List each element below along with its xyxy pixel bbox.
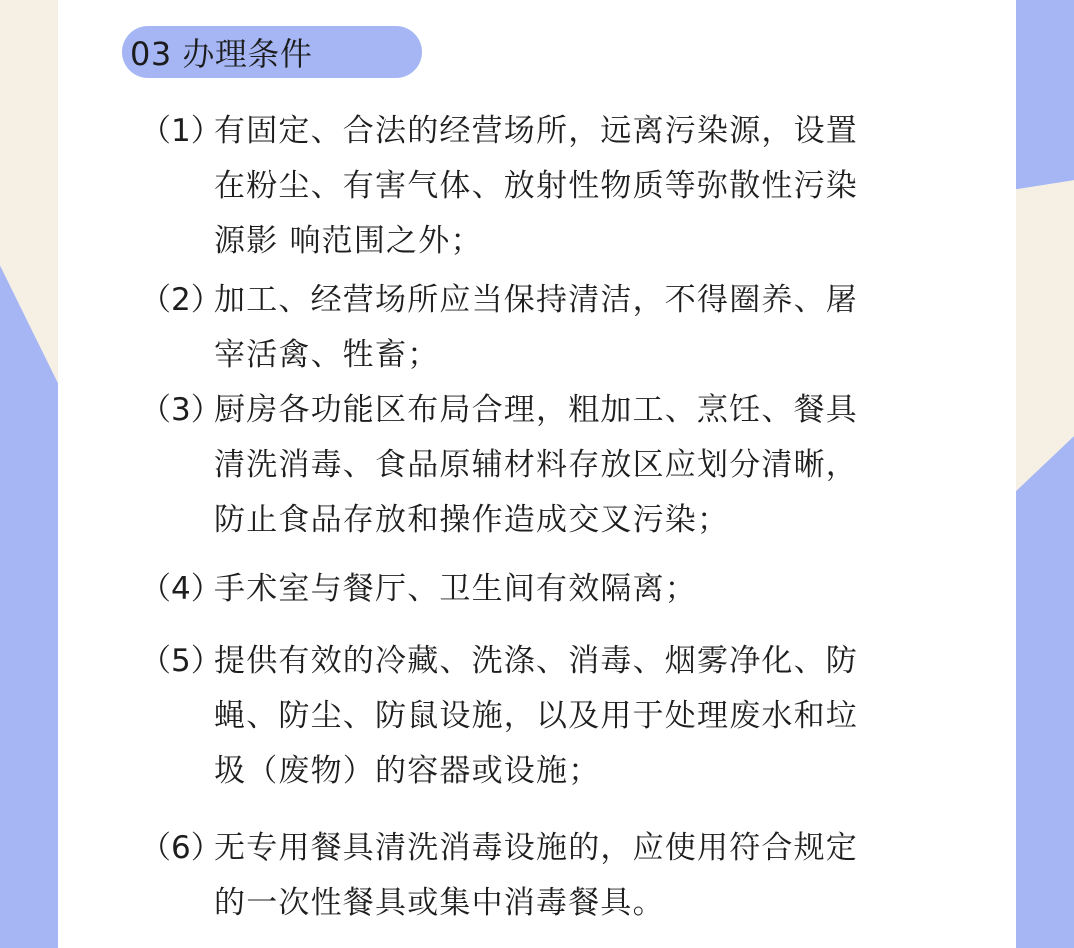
item-text: 提供有效的冷藏、洗涤、消毒、烟雾净化、防 蝇、防尘、防鼠设施，以及用于处理废水和垃 圾（废物）的容器或设施； <box>214 643 858 789</box>
condition-item-6 <box>140 821 960 931</box>
condition-item-2 <box>140 273 960 383</box>
item-number: （1） <box>140 113 222 149</box>
condition-item-4 <box>140 562 960 617</box>
background-shape-right <box>1014 0 1074 948</box>
section-heading <box>122 26 422 78</box>
item-number: （3） <box>140 392 222 428</box>
item-number: （5） <box>140 643 222 679</box>
item-text: 有固定、合法的经营场所，远离污染源，设置 在粉尘、有害气体、放射性物质等弥散性污染 源影 响范围之外； <box>214 113 858 259</box>
condition-item-1 <box>140 104 960 269</box>
item-text: 加工、经营场所应当保持清洁，不得圈养、屠 宰活禽、牲畜； <box>214 282 858 373</box>
condition-item-3 <box>140 383 960 548</box>
item-number: （2） <box>140 282 222 318</box>
item-text: 手术室与餐厅、卫生间有效隔离； <box>214 571 697 607</box>
item-text: 无专用餐具清洗消毒设施的，应使用符合规定 的一次性餐具或集中消毒餐具。 <box>214 830 858 921</box>
condition-item-5 <box>140 634 960 799</box>
item-text: 厨房各功能区布局合理，粗加工、烹饪、餐具 清洗消毒、食品原辅材料存放区应划分清晰， 防止食品存放和操作造成交叉污染； <box>214 392 858 538</box>
item-number: （6） <box>140 830 222 866</box>
section-title: 03 办理条件 <box>130 35 313 73</box>
item-number: （4） <box>140 571 222 607</box>
